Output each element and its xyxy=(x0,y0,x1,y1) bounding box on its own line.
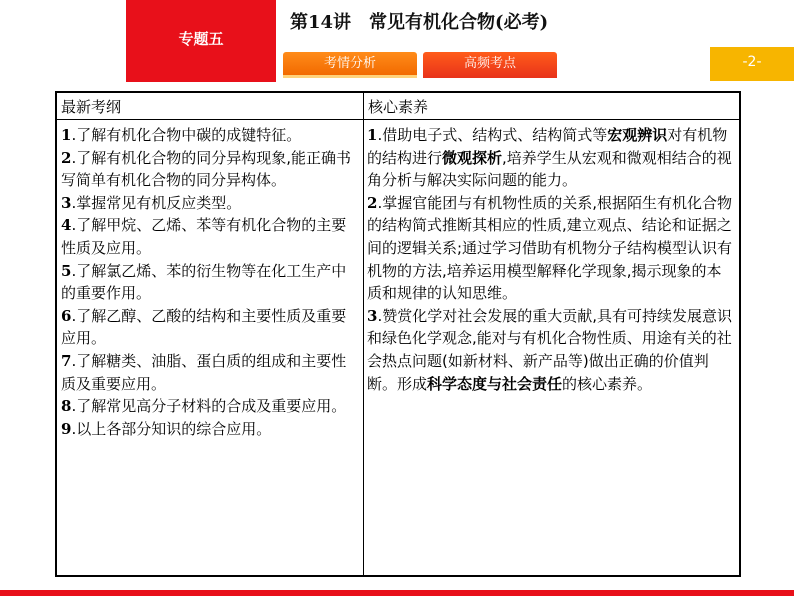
core-literacy-header: 核心素养 xyxy=(364,93,739,120)
syllabus-item: 2.了解有机化合物的同分异构现象,能正确书写简单有机化合物的同分异构体。 xyxy=(61,148,351,190)
syllabus-item: 4.了解甲烷、乙烯、苯等有机化合物的主要性质及应用。 xyxy=(61,216,347,257)
syllabus-header: 最新考纲 xyxy=(57,93,363,120)
syllabus-item: 3.掌握常见有机反应类型。 xyxy=(61,193,242,212)
core-literacy-item: 2.掌握官能团与有机物性质的关系,根据陌生有机化合物的结构简式推断其相应的性质,建立观点、结论和证据之间的逻辑关系;通过学习借助有机物分子结构模型认识有机物的方法,培养运用模型解释化学现象,揭示现象的本质和规律的认知思维。 xyxy=(367,193,733,303)
syllabus-item: 5.了解氯乙烯、苯的衍生物等在化工生产中的重要作用。 xyxy=(61,261,347,303)
bottom-bar xyxy=(0,590,794,596)
core-literacy-item: 1.借助电子式、结构式、结构简式等宏观辨识对有机物的结构进行微观探析,培养学生从宏观和微观相结合的视角分析与解决实际问题的能力。 xyxy=(367,126,732,190)
highlight-term: 科学态度与社会责任 xyxy=(427,374,563,393)
header-topline xyxy=(0,0,794,3)
tab-exam-analysis[interactable]: 考情分析 xyxy=(283,52,417,78)
core-literacy-column xyxy=(364,93,739,575)
syllabus-list xyxy=(57,120,363,440)
topic-label: 专题五 xyxy=(178,30,224,48)
syllabus-item: 6.了解乙醇、乙酸的结构和主要性质及重要应用。 xyxy=(61,306,347,348)
core-literacy-list xyxy=(364,120,739,395)
syllabus-item: 1.了解有机化合物中碳的成键特征。 xyxy=(61,126,302,144)
page-number: -2- xyxy=(742,54,762,70)
syllabus-item: 7.了解糖类、油脂、蛋白质的组成和主要性质及重要应用。 xyxy=(61,351,347,393)
highlight-term: 宏观辨识 xyxy=(607,126,668,144)
syllabus-item: 8.了解常见高分子材料的合成及重要应用。 xyxy=(61,397,347,416)
highlight-term: 微观探析 xyxy=(442,148,503,167)
lecture-title: 第14讲 常见有机化合物(必考) xyxy=(290,12,549,33)
core-literacy-item: 3.赞赏化学对社会发展的重大贡献,具有可持续发展意识和绿色化学观念,能对与有机化合物性质、用途有关的社会热点问题(如新材料、新产品等)做出正确的价值判断。形成科学态度与社会责任的核心素养。 xyxy=(367,306,732,393)
syllabus-item: 9.以上各部分知识的综合应用。 xyxy=(61,419,272,438)
tab-key-points[interactable]: 高频考点 xyxy=(423,52,557,78)
syllabus-column xyxy=(57,93,364,575)
syllabus-table xyxy=(55,91,741,577)
